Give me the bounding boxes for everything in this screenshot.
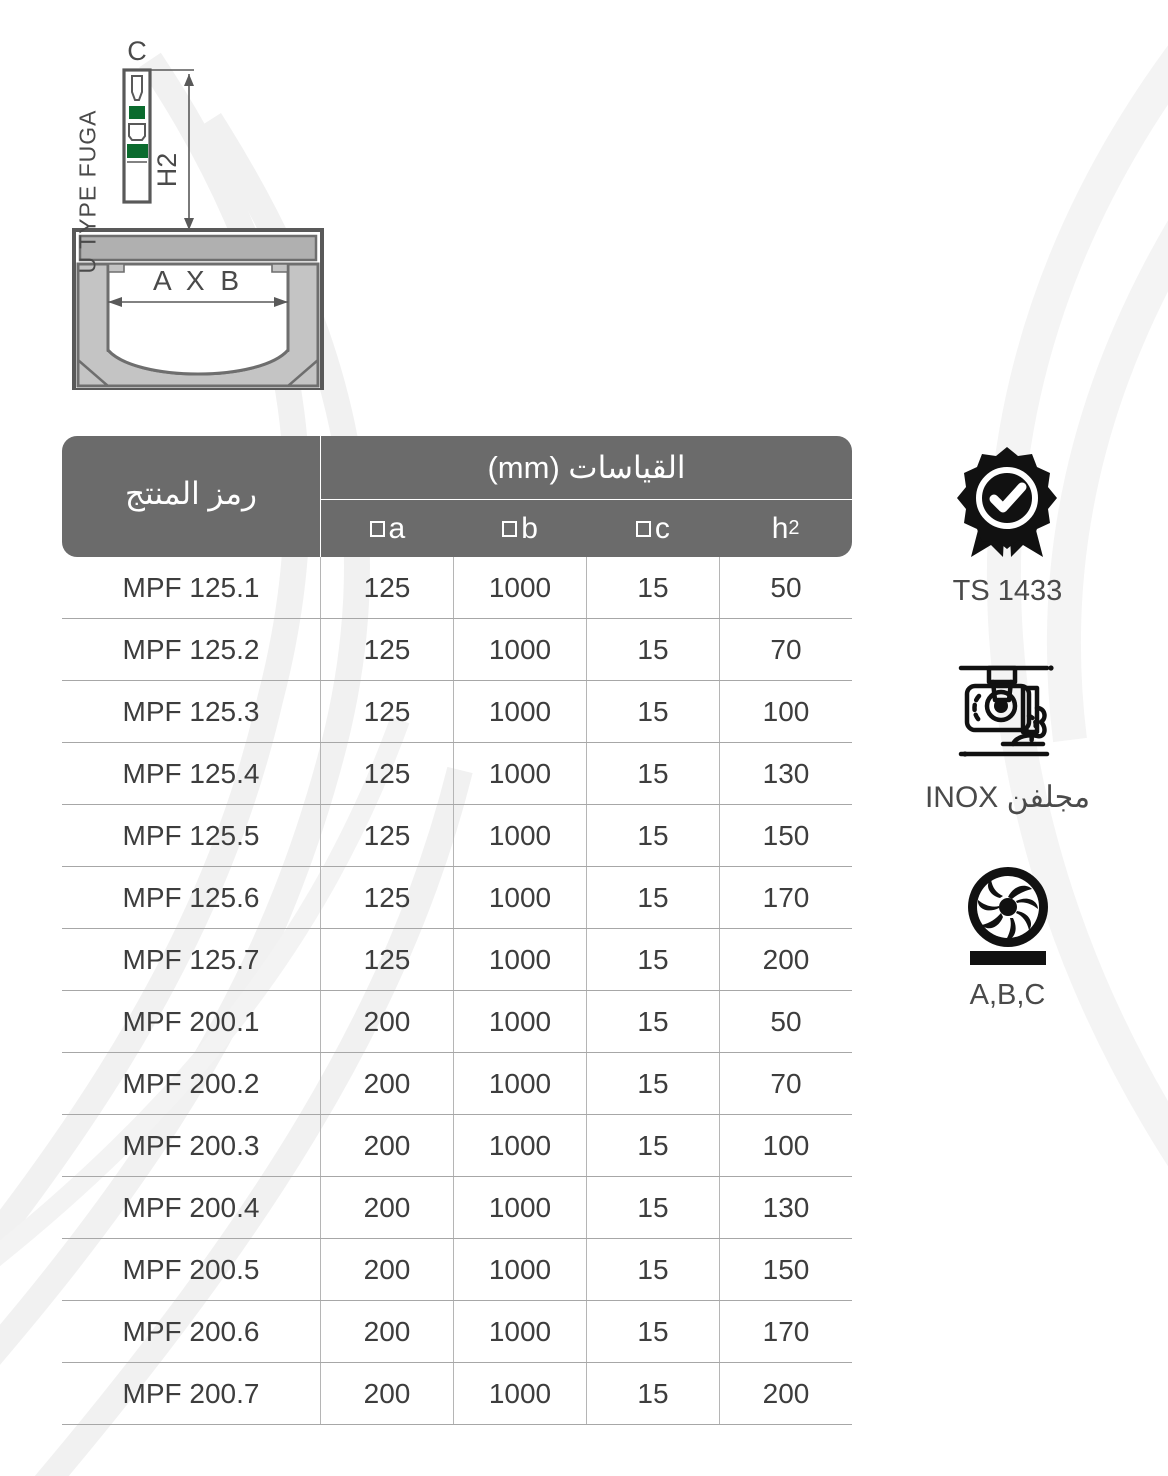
cell-b: 1000 (453, 1053, 586, 1114)
table-header-product-code: رمز المنتج (125, 475, 257, 511)
diagram-label-h2: H2 (152, 152, 182, 188)
square-symbol-icon (502, 521, 517, 537)
table-row (62, 1239, 852, 1301)
table-row (62, 619, 852, 681)
table-row (62, 1301, 852, 1363)
cell-b: 1000 (453, 1363, 586, 1424)
fuga-slot-element (124, 70, 150, 202)
square-symbol-icon (370, 521, 385, 537)
cell-h2: 150 (719, 805, 852, 866)
cell-h2: 200 (719, 929, 852, 990)
cell-h2: 170 (719, 1301, 852, 1362)
cell-product-code: MPF 125.7 (122, 943, 260, 975)
cell-h2: 100 (719, 1115, 852, 1176)
cell-a: 125 (320, 557, 453, 618)
cell-c: 15 (586, 1363, 719, 1424)
cell-product-code: MPF 125.3 (122, 695, 260, 727)
table-row (62, 805, 852, 867)
cell-b: 1000 (453, 991, 586, 1052)
cell-h2: 70 (719, 619, 852, 680)
cell-c: 15 (586, 619, 719, 680)
cell-group-measurements (320, 1363, 852, 1424)
cell-c: 15 (586, 991, 719, 1052)
cell-group-measurements (320, 867, 852, 928)
cell-b: 1000 (453, 929, 586, 990)
cell-product-code: MPF 125.5 (122, 819, 260, 851)
cell-b: 1000 (453, 805, 586, 866)
cell-product-code: MPF 200.6 (122, 1315, 260, 1347)
cell-c: 15 (586, 1115, 719, 1176)
cell-a: 125 (320, 929, 453, 990)
cell-a: 200 (320, 1177, 453, 1238)
cell-h2: 70 (719, 1053, 852, 1114)
cell-a: 200 (320, 1239, 453, 1300)
channel-cross-section (74, 230, 322, 390)
cell-a: 125 (320, 681, 453, 742)
diagram-type-label: U TYPE FUGA (74, 109, 101, 274)
table-row (62, 681, 852, 743)
table-row (62, 1177, 852, 1239)
table-header-col-b: b (454, 500, 587, 557)
table-row (62, 1115, 852, 1177)
cell-b: 1000 (453, 619, 586, 680)
cell-group-measurements (320, 991, 852, 1052)
cell-a: 125 (320, 743, 453, 804)
cell-h2: 50 (719, 557, 852, 618)
table-body (62, 557, 852, 1425)
cell-c: 15 (586, 805, 719, 866)
cell-b: 1000 (453, 681, 586, 742)
specification-table (62, 436, 852, 1425)
table-header-col-h2: h 2 (771, 511, 800, 545)
cell-a: 125 (320, 867, 453, 928)
cell-a: 200 (320, 1115, 453, 1176)
table-header-col-c: c (587, 500, 720, 557)
cell-b: 1000 (453, 1239, 586, 1300)
cell-a: 125 (320, 805, 453, 866)
table-row (62, 1363, 852, 1425)
cell-c: 15 (586, 1177, 719, 1238)
badge-caption-inox: INOX مجلفن (924, 781, 1091, 814)
table-header-col-a: a (321, 500, 454, 557)
cell-group-measurements (320, 743, 852, 804)
galvanizing-machine-icon (951, 656, 1063, 764)
cell-group-measurements (320, 1177, 852, 1238)
cell-c: 15 (586, 1301, 719, 1362)
cell-h2: 130 (719, 1177, 852, 1238)
table-row (62, 1053, 852, 1115)
cell-h2: 50 (719, 991, 852, 1052)
badge-inox (925, 656, 1090, 815)
table-header (62, 436, 852, 557)
cell-b: 1000 (453, 1115, 586, 1176)
diagram-label-c: C (127, 36, 147, 66)
cell-group-measurements (320, 1053, 852, 1114)
cell-b: 1000 (453, 1301, 586, 1362)
cell-group-measurements (320, 1301, 852, 1362)
cell-c: 15 (586, 867, 719, 928)
cell-group-measurements (320, 681, 852, 742)
badge-caption-load-class: A,B,C (969, 979, 1046, 1011)
badge-caption-ts1433: TS 1433 (952, 575, 1063, 607)
table-header-measurements: القياسات (mm) (320, 436, 852, 499)
cell-a: 125 (320, 619, 453, 680)
cell-product-code: MPF 125.4 (122, 757, 260, 789)
cell-product-code: MPF 200.5 (122, 1253, 260, 1285)
cell-c: 15 (586, 557, 719, 618)
cell-c: 15 (586, 743, 719, 804)
cell-c: 15 (586, 681, 719, 742)
badge-ts1433 (953, 445, 1063, 608)
cell-c: 15 (586, 1239, 719, 1300)
badge-load-class (952, 863, 1064, 1012)
cell-b: 1000 (453, 743, 586, 804)
cell-group-measurements (320, 1239, 852, 1300)
cell-a: 200 (320, 991, 453, 1052)
square-symbol-icon (636, 521, 651, 537)
h2-dimension (152, 74, 194, 230)
cell-product-code: MPF 200.1 (122, 1005, 260, 1037)
cell-c: 15 (586, 1053, 719, 1114)
cell-b: 1000 (453, 1177, 586, 1238)
cell-a: 200 (320, 1363, 453, 1424)
cell-group-measurements (320, 1115, 852, 1176)
cell-c: 15 (586, 929, 719, 990)
table-row (62, 867, 852, 929)
cell-h2: 130 (719, 743, 852, 804)
cell-product-code: MPF 200.4 (122, 1191, 260, 1223)
table-row (62, 929, 852, 991)
diagram-svg (46, 30, 426, 390)
certification-badges (900, 445, 1115, 1012)
cell-b: 1000 (453, 557, 586, 618)
table-row (62, 991, 852, 1053)
product-cross-section-diagram (46, 30, 426, 390)
cell-group-measurements (320, 557, 852, 618)
cell-product-code: MPF 125.6 (122, 881, 260, 913)
cell-group-measurements (320, 805, 852, 866)
cell-product-code: MPF 125.1 (122, 571, 260, 603)
cell-h2: 200 (719, 1363, 852, 1424)
cell-product-code: MPF 200.7 (122, 1377, 260, 1409)
certificate-rosette-icon (953, 445, 1061, 563)
cell-h2: 100 (719, 681, 852, 742)
cell-h2: 150 (719, 1239, 852, 1300)
cell-group-measurements (320, 619, 852, 680)
cell-group-measurements (320, 929, 852, 990)
cell-product-code: MPF 125.2 (122, 633, 260, 665)
cell-a: 200 (320, 1301, 453, 1362)
cell-a: 200 (320, 1053, 453, 1114)
cell-product-code: MPF 200.2 (122, 1067, 260, 1099)
cell-h2: 170 (719, 867, 852, 928)
diagram-label-axb: A X B (152, 265, 244, 296)
table-row (62, 743, 852, 805)
table-row (62, 557, 852, 619)
load-class-wheel-icon (952, 863, 1064, 967)
cell-product-code: MPF 200.3 (122, 1129, 260, 1161)
cell-b: 1000 (453, 867, 586, 928)
